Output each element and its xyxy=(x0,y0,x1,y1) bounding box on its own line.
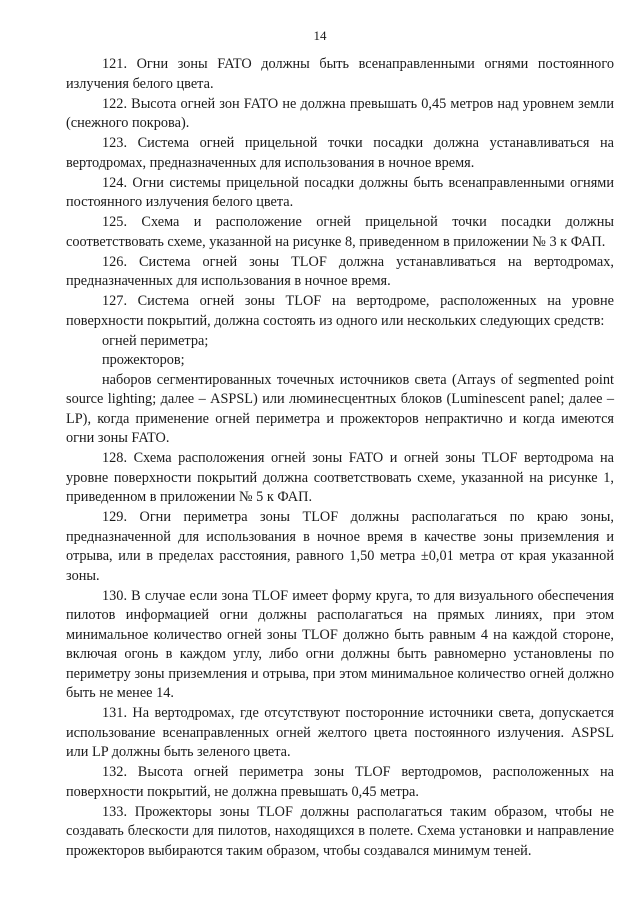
document-body xyxy=(66,55,614,862)
list-item-aspsl-lp: наборов сегментированных точечных источников света (Arrays of segmented point source lighting; далее – ASPSL) или люминесцентных блоков (Luminescent panel; далее – LP), когда применение огней периметра и прожекторов непрактично и когда имеются огни зоны FATO. xyxy=(66,371,614,446)
paragraph-127: 127. Система огней зоны TLOF на вертодроме, расположенных на уровне поверхности покрытий, должна состоять из одного или нескольких следующих средств: xyxy=(66,293,614,329)
list-item-floodlights: прожекторов; xyxy=(102,352,185,368)
paragraph-132: 132. Высота огней периметра зоны TLOF вертодромов, расположенных на поверхности покрытий, не должна превышать 0,45 метра. xyxy=(66,764,614,800)
paragraph-128: 128. Схема расположения огней зоны FATO и огней зоны TLOF вертодрома на уровне поверхности покрытий должна соответствовать схеме, указанной на рисунке 1, приведенном в приложении № 5 к ФАП. xyxy=(66,450,614,505)
paragraph-129: 129. Огни периметра зоны TLOF должны располагаться по краю зоны, предназначенной для использования в ночное время в качестве зоны приземления и отрыва, или в пределах расстояния, равного 1,50 метра ±0,01 метра от края указанной зоны. xyxy=(66,509,614,584)
paragraph-126: 126. Система огней зоны TLOF должна устанавливаться на вертодромах, предназначенных для использования в ночное время. xyxy=(66,253,614,289)
paragraph-133: 133. Прожекторы зоны TLOF должны располагаться таким образом, чтобы не создавать блескости для пилотов, находящихся в полете. Схема установки и направление прожекторов выбираются таким образом, чтобы создавался минимум теней. xyxy=(66,803,614,859)
paragraph-124: 124. Огни системы прицельной посадки должны быть всенаправленными огнями постоянного излучения белого цвета. xyxy=(66,174,614,210)
page-number: 14 xyxy=(313,28,327,43)
paragraph-123: 123. Система огней прицельной точки посадки должна устанавливаться на вертодромах, предназначенных для использования в ночное время. xyxy=(66,135,614,171)
paragraph-121: 121. Огни зоны FATO должны быть всенаправленными огнями постоянного излучения белого цвета. xyxy=(66,56,614,92)
paragraph-130: 130. В случае если зона TLOF имеет форму круга, то для визуального обеспечения пилотов информацией огни должны располагаться на прямых линиях, при этом минимальное количество огней зоны TLOF должно быть равным 4 на каждой стороне, включая огонь в каждом углу, либо огни должны быть равномерно установлены по периметру зоны приземления и отрыва, при этом минимальное количество огней должно быть не менее 14. xyxy=(66,587,614,701)
paragraph-122: 122. Высота огней зон FATO не должна превышать 0,45 метров над уровнем земли (снежного покрова). xyxy=(66,95,614,131)
paragraph-131: 131. На вертодромах, где отсутствуют посторонние источники света, допускается использование всенаправленных огней желтого цвета постоянного излучения. ASPSL или LP должны быть зеленого цвета. xyxy=(66,705,614,760)
list-item-perimeter-lights: огней периметра; xyxy=(102,332,209,349)
paragraph-125: 125. Схема и расположение огней прицельной точки посадки должны соответствовать схеме, указанной на рисунке 8, приведенном в приложении № 3 к ФАП. xyxy=(66,214,614,250)
